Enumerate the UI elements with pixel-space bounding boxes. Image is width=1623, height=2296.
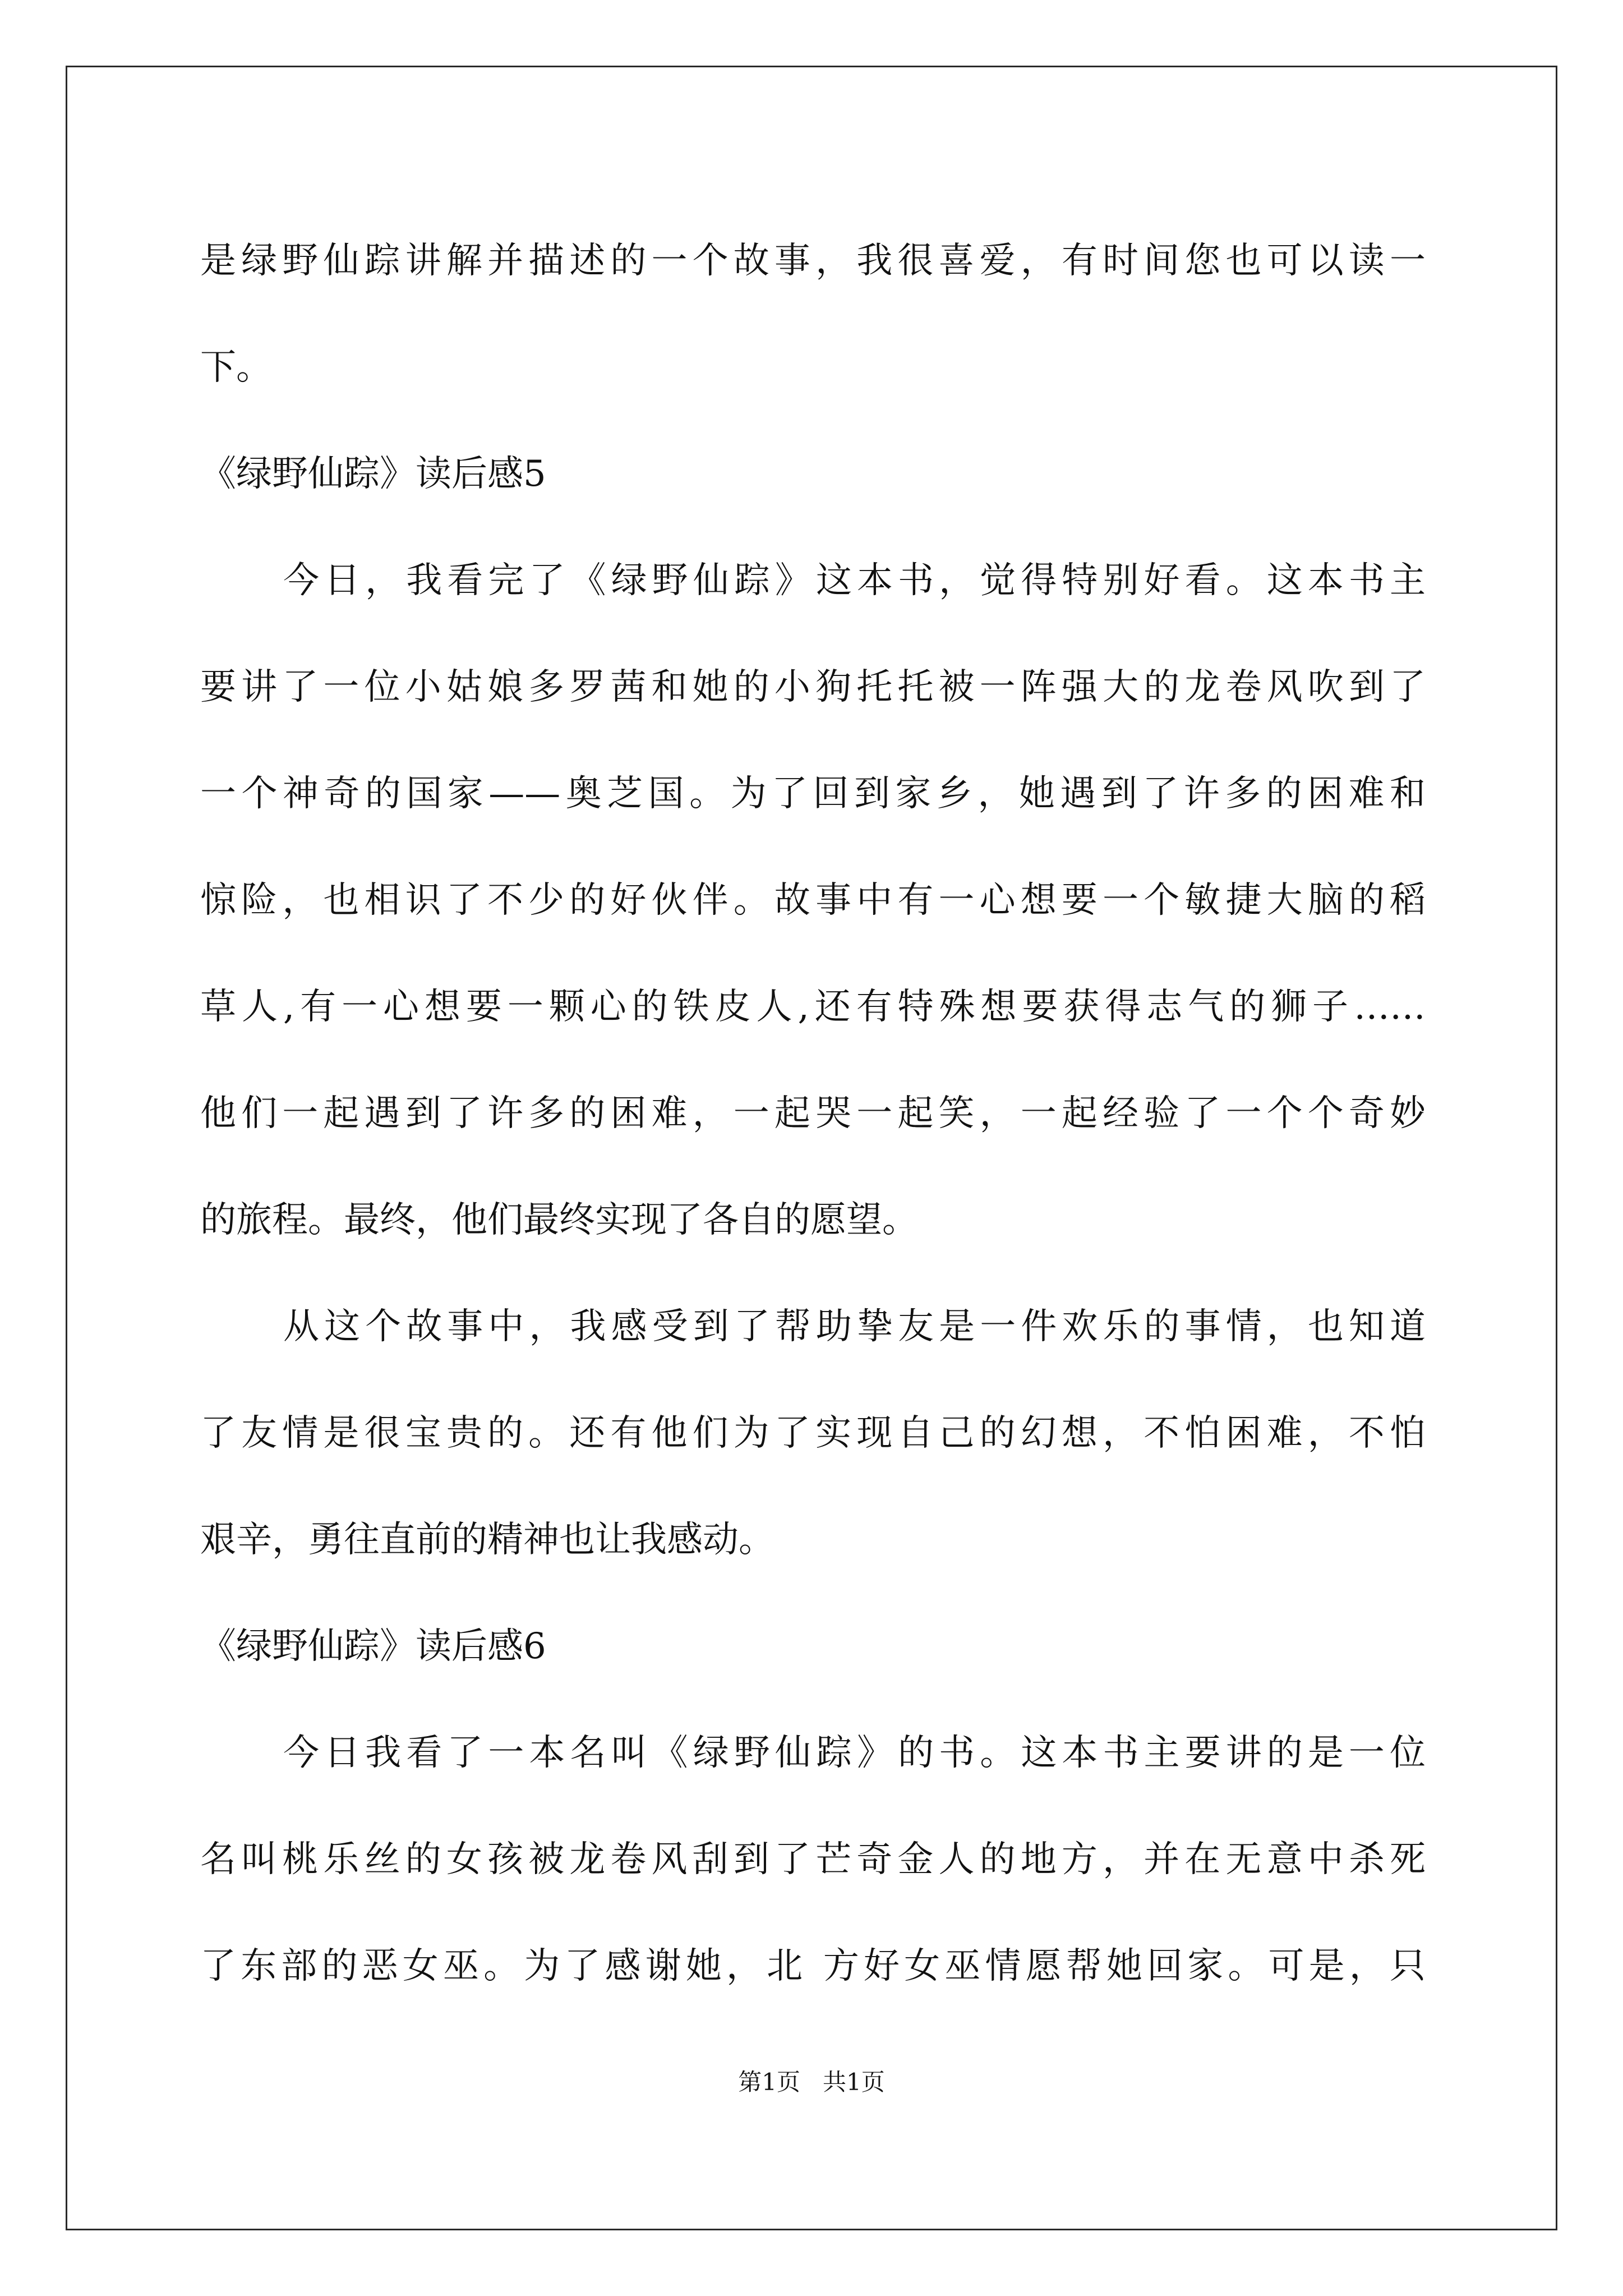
document-body [200, 208, 1426, 2019]
page-number-footer: 第1页 共1页 [738, 2068, 885, 2096]
text-line: 了友情是很宝贵的。还有他们为了实现自己的幻想，不怕困难，不怕 [200, 1412, 1426, 1454]
text-line: 艰辛，勇往直前的精神也让我感动。 [200, 1519, 774, 1561]
text-line: 的旅程。最终，他们最终实现了各自的愿望。 [200, 1199, 918, 1241]
paragraph-first-line: 今日我看了一本名叫《绿野仙踪》的书。这本书主要讲的是一位 [283, 1732, 1426, 1774]
text-line: 惊险，也相识了不少的好伙伴。故事中有一心想要一个敏捷大脑的稻 [200, 880, 1426, 921]
section-heading: 《绿野仙踪》读后感6 [200, 1626, 546, 1667]
text-line: 是绿野仙踪讲解并描述的一个故事，我很喜爱，有时间您也可以读一 [200, 240, 1426, 282]
text-line: 他们一起遇到了许多的困难，一起哭一起笑，一起经验了一个个奇妙 [200, 1093, 1426, 1134]
text-line: 要讲了一位小姑娘多罗茜和她的小狗托托被一阵强大的龙卷风吹到了 [200, 666, 1426, 708]
text-line: 了东部的恶女巫。为了感谢她，北 方好女巫情愿帮她回家。可是，只 [200, 1945, 1426, 1987]
text-line: 一个神奇的国家——奥芝国。为了回到家乡，她遇到了许多的困难和 [200, 773, 1426, 815]
text-line: 草人,有一心想要一颗心的铁皮人,还有特殊想要获得志气的狮子…… [200, 986, 1426, 1028]
text-line: 下。 [200, 347, 272, 388]
section-heading: 《绿野仙踪》读后感5 [200, 453, 546, 495]
paragraph-first-line: 今日，我看完了《绿野仙踪》这本书，觉得特别好看。这本书主 [283, 560, 1426, 601]
paragraph-first-line: 从这个故事中，我感受到了帮助挚友是一件欢乐的事情，也知道 [283, 1306, 1426, 1347]
text-line: 名叫桃乐丝的女孩被龙卷风刮到了芒奇金人的地方，并在无意中杀死 [200, 1839, 1426, 1880]
